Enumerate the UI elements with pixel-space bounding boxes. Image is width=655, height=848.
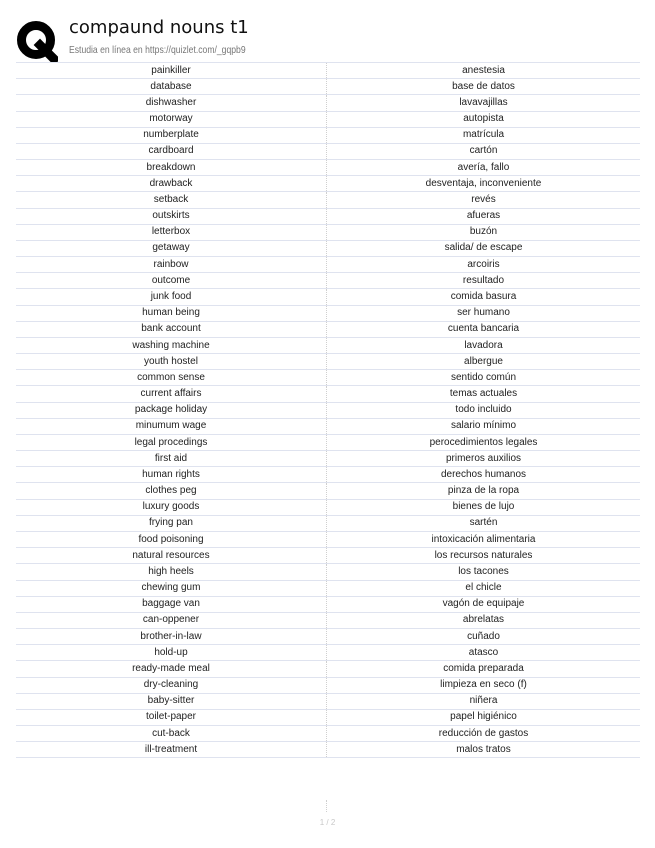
card-row	[16, 645, 640, 661]
card-row	[16, 273, 640, 289]
card-row	[16, 483, 640, 499]
card-definition: malos tratos	[456, 743, 511, 755]
card-term: painkiller	[16, 63, 327, 78]
document-header	[16, 16, 640, 60]
card-definition: lavadora	[464, 339, 503, 351]
card-term: rainbow	[16, 257, 327, 272]
card-definition: primeros auxilios	[445, 452, 522, 464]
card-row	[16, 160, 640, 176]
card-term: human being	[16, 306, 327, 321]
card-definition: buzón	[469, 226, 498, 238]
card-term: junk food	[16, 289, 327, 304]
card-definition: reducción de gastos	[438, 727, 529, 739]
card-row	[16, 176, 640, 192]
card-definition: comida preparada	[443, 662, 524, 674]
card-definition: bienes de lujo	[452, 501, 515, 513]
card-row	[16, 209, 640, 225]
card-term: chewing gum	[16, 581, 327, 596]
card-row	[16, 451, 640, 467]
page-number: 1 / 2	[319, 818, 336, 827]
card-term: youth hostel	[16, 354, 327, 369]
card-term: getaway	[16, 241, 327, 256]
card-row	[16, 354, 640, 370]
card-row	[16, 225, 640, 241]
card-term: human rights	[16, 467, 327, 482]
card-term: ill-treatment	[16, 742, 327, 757]
card-term: clothes peg	[16, 483, 327, 498]
card-definition: pinza de la ropa	[447, 485, 520, 497]
card-row	[16, 742, 640, 758]
card-term: hold-up	[16, 645, 327, 660]
card-term: food poisoning	[16, 532, 327, 547]
card-definition: intoxicación alimentaria	[431, 533, 536, 545]
card-term: legal procedings	[16, 435, 327, 450]
card-row	[16, 548, 640, 564]
card-definition: avería, fallo	[457, 161, 510, 173]
card-term: high heels	[16, 564, 327, 579]
card-definition: lavavajillas	[459, 96, 508, 108]
card-definition: el chicle	[465, 582, 502, 594]
card-term: current affairs	[16, 386, 327, 401]
card-row	[16, 564, 640, 580]
card-definition: abrelatas	[462, 614, 505, 626]
card-definition: matrícula	[462, 129, 505, 141]
card-term: natural resources	[16, 548, 327, 563]
set-title: compaund nouns t1	[69, 17, 249, 38]
card-definition: atasco	[468, 646, 499, 658]
card-definition: base de datos	[452, 80, 515, 92]
card-definition: afueras	[466, 210, 501, 222]
card-term: outcome	[16, 273, 327, 288]
column-divider-tail	[326, 800, 327, 812]
card-term: ready-made meal	[16, 661, 327, 676]
card-row	[16, 144, 640, 160]
card-definition: todo incluido	[455, 404, 512, 416]
card-definition: perocedimientos legales	[429, 436, 538, 448]
card-row	[16, 289, 640, 305]
card-definition: resultado	[462, 274, 505, 286]
study-online-link[interactable]: Estudia en línea en https://quizlet.com/_gqpb9	[69, 44, 246, 56]
card-row	[16, 435, 640, 451]
card-term: common sense	[16, 370, 327, 385]
card-term: letterbox	[16, 225, 327, 240]
card-row	[16, 322, 640, 338]
card-definition: desventaja, inconveniente	[425, 177, 542, 189]
card-term: database	[16, 79, 327, 94]
card-term: brother-in-law	[16, 629, 327, 644]
card-definition: arcoiris	[467, 258, 500, 270]
card-term: frying pan	[16, 516, 327, 531]
card-definition: derechos humanos	[440, 468, 527, 480]
card-term: motorway	[16, 112, 327, 127]
card-definition: papel higiénico	[450, 711, 517, 723]
card-term: baby-sitter	[16, 694, 327, 709]
card-row	[16, 386, 640, 402]
card-row	[16, 128, 640, 144]
card-term: luxury goods	[16, 500, 327, 515]
card-row	[16, 63, 640, 79]
card-term: package holiday	[16, 403, 327, 418]
card-definition: anestesia	[462, 64, 505, 76]
card-term: cardboard	[16, 144, 327, 159]
card-definition: sartén	[469, 517, 498, 529]
card-term: drawback	[16, 176, 327, 191]
card-term: setback	[16, 192, 327, 207]
card-definition: salida/ de escape	[444, 242, 523, 254]
card-definition: cuñado	[467, 630, 500, 642]
card-definition: ser humano	[457, 307, 510, 319]
card-definition: niñera	[469, 695, 498, 707]
card-definition: los recursos naturales	[434, 549, 533, 561]
card-definition: los tacones	[458, 565, 509, 577]
card-row	[16, 597, 640, 613]
card-term: minumum wage	[16, 419, 327, 434]
card-term: numberplate	[16, 128, 327, 143]
card-row	[16, 726, 640, 742]
card-term: toilet-paper	[16, 710, 327, 725]
card-row	[16, 694, 640, 710]
card-term: dry-cleaning	[16, 678, 327, 693]
card-row	[16, 338, 640, 354]
flashcard-table	[16, 62, 640, 758]
card-row	[16, 467, 640, 483]
card-row	[16, 419, 640, 435]
card-definition: cuenta bancaria	[447, 323, 520, 335]
card-term: breakdown	[16, 160, 327, 175]
card-row	[16, 112, 640, 128]
card-definition: cartón	[469, 145, 498, 157]
card-row	[16, 370, 640, 386]
card-definition: limpieza en seco (f)	[440, 679, 527, 691]
card-row	[16, 532, 640, 548]
card-row	[16, 613, 640, 629]
card-definition: vagón de equipaje	[442, 598, 525, 610]
card-row	[16, 306, 640, 322]
card-definition: comida basura	[450, 290, 517, 302]
card-row	[16, 95, 640, 111]
card-row	[16, 661, 640, 677]
card-row	[16, 192, 640, 208]
card-row	[16, 403, 640, 419]
card-row	[16, 516, 640, 532]
card-definition: revés	[471, 193, 496, 205]
card-definition: autopista	[463, 113, 504, 125]
card-row	[16, 79, 640, 95]
card-row	[16, 710, 640, 726]
card-row	[16, 500, 640, 516]
card-definition: sentido común	[450, 371, 517, 383]
card-term: outskirts	[16, 209, 327, 224]
card-term: baggage van	[16, 597, 327, 612]
card-term: cut-back	[16, 726, 327, 741]
quizlet-logo-icon	[16, 20, 58, 62]
card-term: can-oppener	[16, 613, 327, 628]
card-row	[16, 257, 640, 273]
card-term: washing machine	[16, 338, 327, 353]
card-row	[16, 581, 640, 597]
card-term: bank account	[16, 322, 327, 337]
card-row	[16, 629, 640, 645]
card-term: first aid	[16, 451, 327, 466]
card-row	[16, 241, 640, 257]
card-term: dishwasher	[16, 95, 327, 110]
card-definition: albergue	[464, 355, 503, 367]
card-row	[16, 678, 640, 694]
card-definition: salario mínimo	[450, 420, 517, 432]
card-definition: temas actuales	[449, 388, 518, 400]
